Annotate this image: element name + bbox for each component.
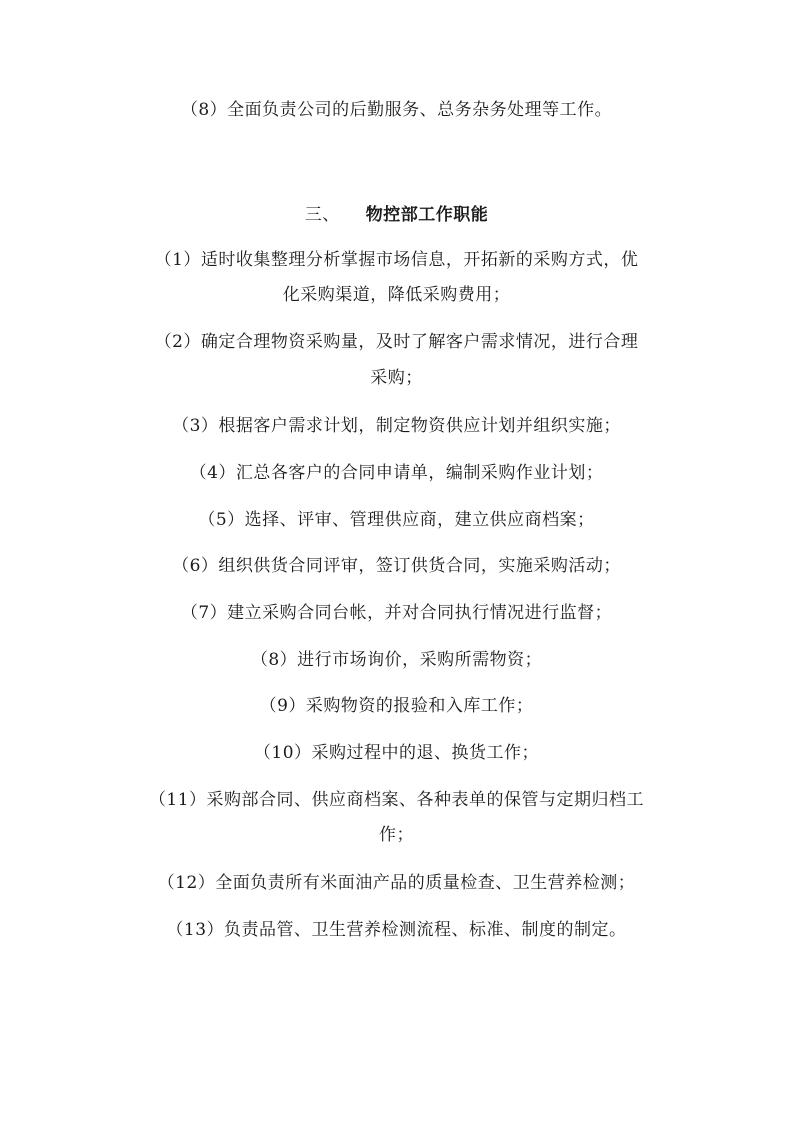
item-1-line-1: （1）适时收集整理分析掌握市场信息，开拓新的采购方式，优 (154, 250, 639, 270)
prev-section-item-8: （8）全面负责公司的后勤服务、总务杂务处理等工作。 (180, 100, 613, 120)
item-1-line-2: 化采购渠道，降低采购费用； (282, 285, 511, 305)
section-number: 三、 (304, 205, 340, 225)
item-11-line-2: 作； (379, 825, 414, 845)
item-7: （7）建立采购合同台帐，并对合同执行情况进行监督； (180, 603, 613, 623)
item-2-line-1: （2）确定合理物资采购量，及时了解客户需求情况，进行合理 (154, 332, 639, 352)
item-2-line-2: 采购； (370, 368, 423, 388)
item-10: （10）采购过程中的退、换货工作； (253, 743, 540, 763)
item-3: （3）根据客户需求计划，制定物资供应计划并组织实施； (172, 416, 621, 436)
item-4: （4）汇总各客户的合同申请单，编制采购作业计划； (189, 463, 604, 483)
section-title: 物控部工作职能 (365, 205, 489, 225)
section-heading (0, 203, 793, 227)
item-6: （6）组织供货合同评审，签订供货合同，实施采购活动； (172, 556, 621, 576)
item-11-line-1: （11）采购部合同、供应商档案、各种表单的保管与定期归档工 (148, 790, 645, 810)
item-5: （5）选择、评审、管理供应商，建立供应商档案； (198, 510, 595, 530)
item-9: （9）采购物资的报验和入库工作； (259, 696, 534, 716)
item-12: （12）全面负责所有米面油产品的质量检查、卫生营养检测； (157, 873, 636, 893)
item-13: （13）负责品管、卫生营养检测流程、标准、制度的制定。 (166, 920, 627, 940)
item-8: （8）进行市场询价，采购所需物资； (250, 650, 543, 670)
